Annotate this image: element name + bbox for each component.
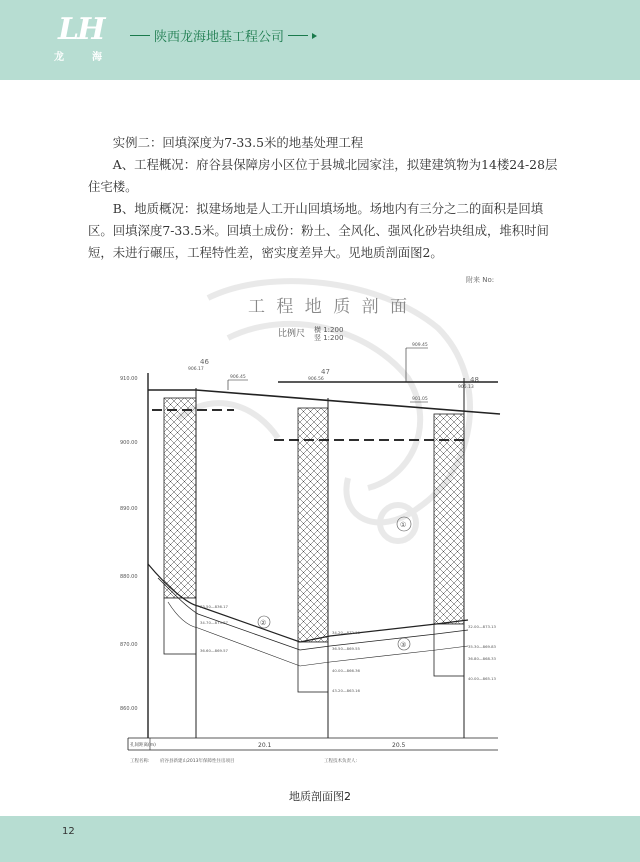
layer-label: 40.00—866.36 [332,668,360,673]
elev-label: 870.00 [120,642,138,648]
logo-mark: LH [58,12,104,47]
section-title: 工 程 地 质 剖 面 [248,297,411,317]
elevation-axis [120,376,138,712]
paragraph-geology-overview: B、地质概况：拟建场地是人工开山回填场地。场地内有三分之二的面积是回填区。回填深度7-33.5米。回填土成份：粉土、全风化、强风化砂岩块组成，堆积时间短，未进行碾压，工程特性差，密实度差异大。见地质剖面图2。 [88,201,549,260]
layer-mark: ③ [400,641,407,649]
distance-value: 20.1 [258,742,272,749]
logo-sub-right: 海 [92,52,102,63]
page-number: 12 [62,826,75,837]
borehole-2 [298,368,330,738]
page-header [0,0,640,80]
banner-line-right [288,35,308,36]
upper-label: 906.45 [230,375,246,380]
layer-label: 43.20—863.16 [332,688,360,693]
geological-section-figure [118,268,518,780]
borehole-id: 48 [470,376,479,384]
company-name: 陕西龙海地基工程公司 [154,30,285,45]
surface-elevation: 906.56 [308,377,324,382]
upper-label: 901.05 [412,397,428,402]
layer-label: 36.80—868.33 [468,656,496,661]
scale-label: 比例尺 [278,329,306,339]
tech-label: 工程技术负责人: [324,759,358,764]
elev-label: 910.00 [120,376,138,382]
borehole-1 [164,358,209,738]
layer-label: 35.30—869.83 [468,644,496,649]
banner-line-left [130,35,150,36]
borehole-3 [434,376,479,738]
arrow-right-icon [312,33,317,39]
surface-elevation: 905.13 [458,385,474,390]
layer-label: 34.20—872.16 [332,630,360,635]
elev-label: 890.00 [120,506,138,512]
layer-label: 32.00—873.13 [468,624,496,629]
project-label: 工程名称: [130,759,150,764]
scale-vertical: 竖 1:200 [314,334,344,342]
paragraph-project-overview: A、工程概况：府谷县保障房小区位于县城北园家洼，拟建建筑物为14楼24-28层住宅楼。 [88,157,558,194]
layer-mark: ① [400,521,407,529]
paragraph-example-title: 实例二：回填深度为7-33.5米的地基处理工程 [112,135,364,150]
project-name: 府谷县新建山2013年保障性住房项目 [160,759,235,764]
layer-label: 36.60—869.57 [200,648,228,653]
layer-label: 36.50—869.55 [332,646,360,651]
elev-label: 860.00 [120,706,138,712]
distance-value: 20.5 [392,742,406,749]
distance-row-label: 孔间距离(m) [130,743,156,748]
layer-label: 34.70—873.87 [200,620,228,625]
body-text [88,132,558,264]
upper-label: 909.45 [412,343,428,348]
layer-label: 40.00—865.13 [468,676,496,681]
page-footer [0,816,640,862]
figure-caption: 地质剖面图2 [289,790,351,803]
elev-label: 900.00 [120,440,138,446]
drawing-number: 附来 No: [466,276,495,284]
company-logo [52,10,116,66]
logo-sub-left: 龙 [54,52,64,63]
elev-label: 880.00 [120,574,138,580]
layer-label: 33.50—836.17 [200,604,228,609]
layer-mark: ② [260,619,267,627]
section-drawing [118,268,518,780]
borehole-id: 47 [321,368,330,376]
borehole-id: 46 [200,358,209,366]
company-name-banner [126,26,317,45]
scale-horizontal: 横 1:200 [314,326,344,334]
surface-elevation: 906.17 [188,367,204,372]
